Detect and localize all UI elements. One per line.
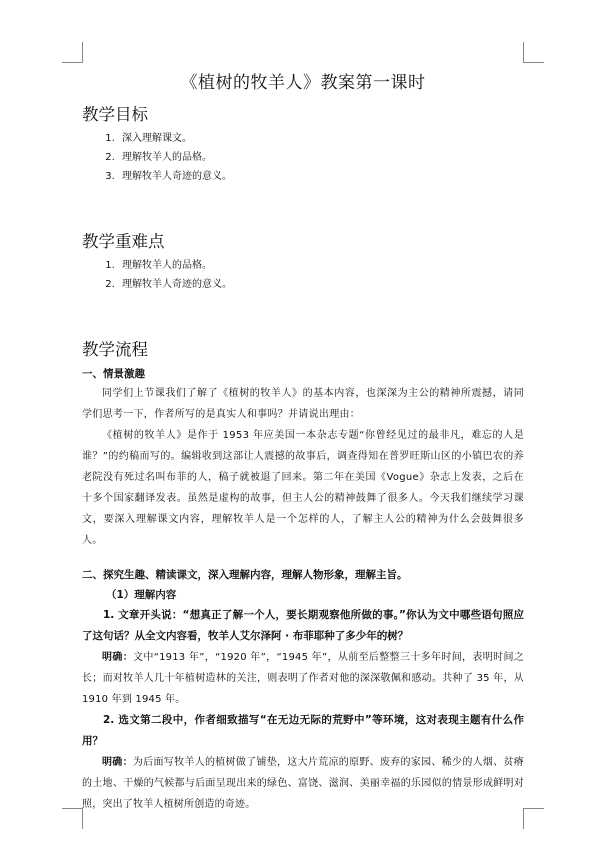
question-2: 2. 选文第二段中，作者细致描写“在无边无际的荒野中”等环境，这对表现主题有什么作用？ — [82, 714, 524, 747]
list-item: 2. 理解牧羊人的品格。 — [118, 148, 524, 167]
answer-2-text: 为后面写牧羊人的植树做了铺垫，这大片荒凉的原野、废弃的家园、稀少的人烟、贫瘠的土地、干燥的气候都与后面呈现出来的绿色、富饶、滋润、美丽幸福的乐园似的情景形成鲜明对照，突出了牧羊人植树所创造的奇迹。 — [82, 757, 524, 810]
crop-mark-bottom-left — [62, 808, 83, 829]
section1-paragraph-2: 《植树的牧羊人》是作于 1953 年应美国一本杂志专题“你曾经见过的最非凡，难忘的人是谁？”的约稿而写的。编辑收到这部让人震撼的故事后，调查得知在普罗旺斯山区的小镇巴农的养老院没有死过名叫布菲的人，稿子就被退了回来。第二年在美国《Vogue》杂志上发表，之后在十多个国家翻译发表。虽然是虚构的故事，但主人公的精神鼓舞了很多人。今天我们继续学习课文，要深入理解课文内容，理解牧羊人是一个怎样的人，了解主人公的精神为什么会鼓舞很多人。 — [82, 430, 524, 546]
answer-2 — [82, 752, 524, 815]
section1-paragraph-1: 同学们上节课我们了解了《植树的牧羊人》的基本内容，也深深为主公的精神所震撼，请同学们思考一下，作者所写的是真实人和事吗？并请说出理由： — [82, 388, 524, 420]
list-item: 2. 理解牧羊人奇迹的意义。 — [118, 275, 524, 294]
answer-1-label: 明确： — [102, 652, 134, 663]
document-page — [82, 68, 524, 815]
crop-mark-top-right — [523, 42, 544, 63]
answer-1-text: 文中“1913 年”，“1920 年”，“1945 年”，从前至后整整三十多年时间，表明时间之长；而对牧羊人几十年植树造林的关注，则表明了作者对他的深深敬佩和感动。共种了 35 年，从 1910 年到 1945 年。 — [82, 652, 524, 705]
crop-mark-bottom-right — [523, 808, 544, 829]
document-title: 《植树的牧羊人》教案第一课时 — [180, 73, 426, 93]
goals-heading: 教学目标 — [82, 105, 148, 124]
goals-list — [82, 129, 524, 186]
crop-mark-top-left — [62, 42, 83, 63]
section1-title: 一、情景激趣 — [82, 368, 145, 380]
answer-2-label: 明确： — [102, 757, 133, 768]
key-points-list — [82, 256, 524, 294]
key-points-heading: 教学重难点 — [82, 232, 165, 251]
list-item: 1. 深入理解课文。 — [118, 129, 524, 148]
answer-1 — [82, 647, 524, 710]
list-item: 3. 理解牧羊人奇迹的意义。 — [118, 167, 524, 186]
list-item: 1. 理解牧羊人的品格。 — [118, 256, 524, 275]
section2-title: 二、探究生趣、精读课文，深入理解内容，理解人物形象，理解主旨。 — [82, 569, 408, 581]
process-heading: 教学流程 — [82, 340, 148, 359]
question-1: 1. 文章开头说：“想真正了解一个人，要长期观察他所做的事。”你认为文中哪些语句照应了这句话？从全文内容看，牧羊人艾尔泽阿 · 布菲耶种了多少年的树？ — [82, 609, 524, 642]
section2-subtitle: （1）理解内容 — [106, 589, 177, 601]
